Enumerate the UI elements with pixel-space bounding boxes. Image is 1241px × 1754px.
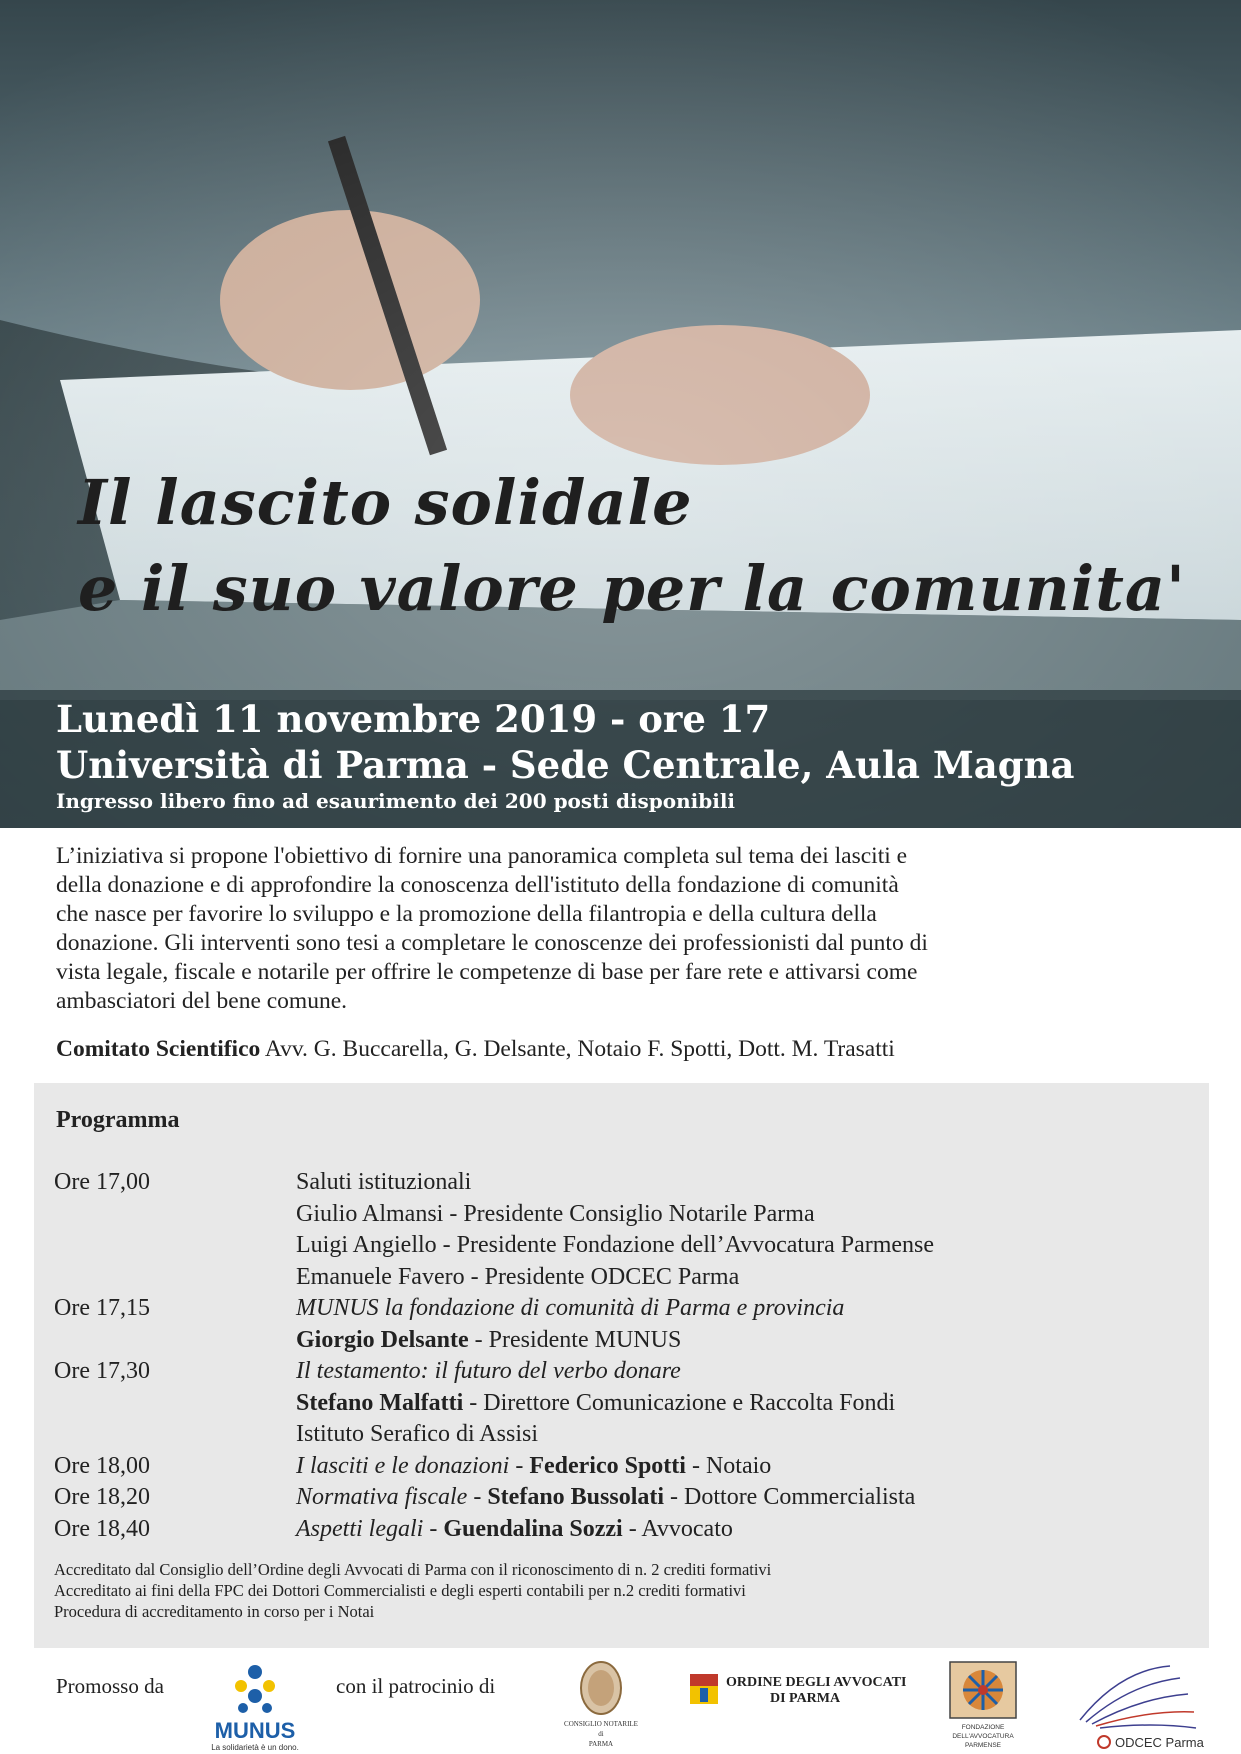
program-text: - — [509, 1452, 530, 1479]
accreditations — [54, 1559, 771, 1622]
program-text: - Presidente MUNUS — [468, 1326, 682, 1353]
program-text: - — [423, 1515, 444, 1542]
committee-label: Comitato Scientifico — [56, 1036, 261, 1062]
speaker-name: Stefano Malfatti — [296, 1389, 464, 1416]
program-rows — [54, 1167, 1194, 1545]
program-row — [54, 1325, 1194, 1357]
speaker-name: Stefano Bussolati — [487, 1484, 665, 1510]
event-info — [56, 696, 1075, 814]
talk-title: Il testamento: il futuro del verbo donare — [296, 1358, 681, 1384]
scientific-committee — [56, 1036, 895, 1063]
notarile-line-1: CONSIGLIO NOTARILE — [564, 1720, 638, 1728]
intro-line: che nasce per favorire lo sviluppo e la promozione della filantropia e della cultura della — [56, 901, 877, 927]
program-title: Programma — [56, 1107, 180, 1133]
program-time — [54, 1199, 296, 1231]
program-text: Istituto Serafico di Assisi — [296, 1421, 538, 1447]
speaker-name: Giorgio Delsante — [296, 1326, 469, 1353]
committee-names: Avv. G. Buccarella, G. Delsante, Notaio F. Spotti, Dott. M. Trasatti — [260, 1036, 895, 1062]
program-time: Ore 18,00 — [54, 1452, 150, 1479]
program-description — [296, 1482, 1194, 1514]
program-description — [296, 1230, 1194, 1262]
program-row — [54, 1293, 1194, 1325]
intro-line: L’iniziativa si propone l'obiettivo di fornire una panoramica completa sul tema dei lasciti e — [56, 843, 908, 869]
program-time: Ore 17,30 — [54, 1358, 150, 1384]
program-time: Ore 18,20 — [54, 1484, 150, 1510]
program-description — [296, 1293, 1194, 1325]
odcec-name: ODCEC Parma — [1115, 1735, 1204, 1750]
program-row — [54, 1419, 1194, 1451]
program-row — [54, 1230, 1194, 1262]
talk-title: Normativa fiscale — [296, 1484, 468, 1510]
program-description — [296, 1325, 1194, 1357]
accreditation-line: Procedura di accreditamento in corso per i Notai — [54, 1602, 375, 1621]
program-description — [296, 1514, 1194, 1546]
program-description — [296, 1167, 1194, 1199]
program-text: - Dottore Commercialista — [664, 1484, 916, 1510]
program-time: Ore 18,40 — [54, 1515, 150, 1542]
program-time — [54, 1262, 296, 1294]
program-time — [54, 1419, 296, 1451]
program-row — [54, 1388, 1194, 1420]
program-row — [54, 1167, 1194, 1199]
event-note: Ingresso libero fino ad esaurimento dei 200 posti disponibili — [56, 789, 736, 813]
title-line-1: Il lascito solidale — [78, 466, 693, 539]
intro-paragraph — [56, 842, 1186, 1016]
program-text: - Direttore Comunicazione e Raccolta Fondi — [463, 1389, 896, 1416]
program-text: Saluti istituzionali — [296, 1169, 472, 1195]
speaker-name: Guendalina Sozzi — [443, 1515, 623, 1542]
munus-logo — [205, 1660, 305, 1754]
program-time — [54, 1388, 296, 1420]
program-description — [296, 1419, 1194, 1451]
avvocati-line-2: DI PARMA — [770, 1691, 841, 1706]
fondazione-avvocatura-logo — [946, 1660, 1026, 1754]
program-text: Luigi Angiello - Presidente Fondazione dell’Avvocatura Parmense — [296, 1232, 935, 1258]
program-description — [296, 1262, 1194, 1294]
program-time: Ore 17,15 — [54, 1295, 150, 1321]
program-row — [54, 1451, 1194, 1483]
program-text: Giulio Almansi - Presidente Consiglio Notarile Parma — [296, 1200, 815, 1227]
fondazione-line-1: FONDAZIONE — [961, 1724, 1005, 1731]
patronage-label: con il patrocinio di — [336, 1674, 496, 1698]
fondazione-line-3: PARMENSE — [965, 1742, 1001, 1749]
promoted-label: Promosso da — [56, 1674, 164, 1698]
program-description — [296, 1199, 1194, 1231]
munus-name: MUNUS — [214, 1718, 296, 1743]
program-text: - Notaio — [685, 1452, 772, 1479]
program-text: Emanuele Favero - Presidente ODCEC Parma — [296, 1263, 740, 1290]
program-text: - Avvocato — [622, 1515, 733, 1542]
intro-line: donazione. Gli interventi sono tesi a completare le conoscenze dei professionisti dal punto di — [56, 930, 928, 956]
hero-image — [0, 0, 1241, 828]
talk-title: MUNUS la fondazione di comunità di Parma e provincia — [296, 1295, 845, 1321]
program-time — [54, 1325, 296, 1357]
talk-title: Aspetti legali — [296, 1515, 424, 1542]
munus-tagline: La solidarietà è un dono. — [211, 1743, 299, 1752]
program-box — [34, 1083, 1209, 1648]
event-place: Università di Parma - Sede Centrale, Aula Magna — [56, 743, 1075, 787]
program-description — [296, 1356, 1194, 1388]
speaker-name: Federico Spotti — [529, 1452, 686, 1479]
program-row — [54, 1262, 1194, 1294]
program-row — [54, 1482, 1194, 1514]
fondazione-line-2: DELL'AVVOCATURA — [952, 1733, 1014, 1740]
intro-line: ambasciatori del bene comune. — [56, 988, 348, 1014]
program-description — [296, 1451, 1194, 1483]
consiglio-notarile-seal — [556, 1660, 646, 1754]
program-row — [54, 1514, 1194, 1546]
intro-line: vista legale, fiscale e notarile per offrire le competenze di base per fare rete e attivarsi come — [56, 959, 918, 985]
ordine-avvocati-logo — [686, 1670, 906, 1720]
accreditation-line: Accreditato dal Consiglio dell’Ordine degli Avvocati di Parma con il riconoscimento di n. 2 crediti formativi — [54, 1560, 772, 1579]
accreditation-line: Accreditato ai fini della FPC dei Dottori Commercialisti e degli esperti contabili per n.2 crediti formativi — [54, 1581, 746, 1600]
title-line-2: e il suo valore per la comunita' — [78, 552, 1187, 625]
intro-line: della donazione e di approfondire la conoscenza dell'istituto della fondazione di comunità — [56, 872, 899, 898]
program-time: Ore 17,00 — [54, 1169, 150, 1195]
notarile-line-2: di — [598, 1730, 604, 1738]
event-date: Lunedì 11 novembre 2019 - ore 17 — [56, 697, 771, 741]
program-description — [296, 1388, 1194, 1420]
program-row — [54, 1356, 1194, 1388]
program-row — [54, 1199, 1194, 1231]
footer — [0, 1660, 1241, 1754]
talk-title: I lasciti e le donazioni — [296, 1452, 510, 1479]
program-text: - — [467, 1484, 488, 1510]
notarile-line-3: PARMA — [588, 1740, 614, 1748]
odcec-parma-logo — [1060, 1660, 1210, 1754]
event-title — [78, 460, 1186, 632]
avvocati-line-1: ORDINE DEGLI AVVOCATI — [726, 1675, 906, 1690]
program-time — [54, 1230, 296, 1262]
